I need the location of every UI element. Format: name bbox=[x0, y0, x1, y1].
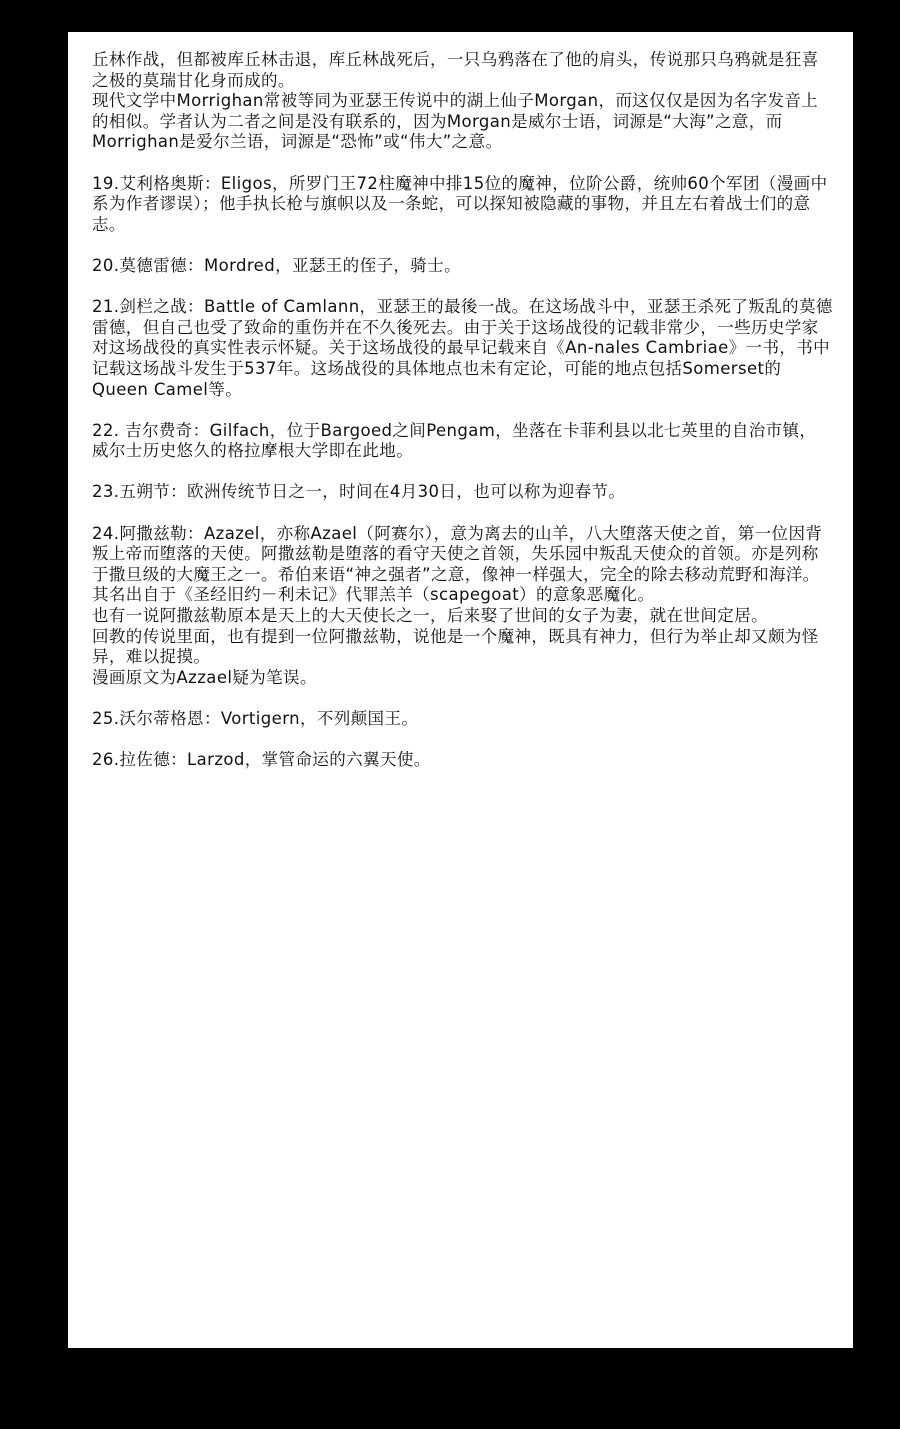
note-20-mordred: 20.莫德雷德：Mordred，亚瑟王的侄子，骑士。 bbox=[92, 255, 461, 275]
note-paragraph: 丘林作战，但都被库丘林击退，库丘林战死后，一只乌鸦落在了他的肩头，传说那只乌鸦就是狂喜之极的莫瑞甘化身而成的。 bbox=[92, 50, 819, 90]
note-22-gilfach: 22. 吉尔费奇：Gilfach，位于Bargoed之间Pengam，坐落在卡菲利县以北七英里的自治市镇，威尔士历史悠久的格拉摩根大学即在此地。 bbox=[92, 420, 817, 461]
note-24-azazel: 24.阿撒兹勒：Azazel，亦称Azael（阿赛尔），意为离去的山羊，八大堕落天使之首，第一位因背叛上帝而堕落的天使。阿撒兹勒是堕落的看守天使之首领，失乐园中叛乱天使众的首领。亦是列称于撒旦级的大魔王之一。希伯来语“神之强者”之意，像神一样强大，完全的除去移动荒野和海洋。其名出自于《圣经旧约－利未记》代罪羔羊（scapegoat）的意象恶魔化。 bbox=[92, 523, 823, 605]
note-paragraph: 也有一说阿撒兹勒原本是天上的大天使长之一，后来娶了世间的女子为妻，就在世间定居。 bbox=[92, 606, 768, 626]
note-25-vortigern: 25.沃尔蒂格恩：Vortigern，不列颠国王。 bbox=[92, 709, 419, 728]
note-paragraph: 现代文学中Morrighan常被等同为亚瑟王传说中的湖上仙子Morgan，而这仅仅是因为名字发音上的相似。学者认为二者之间是没有联系的，因为Morgan是威尔士语，词源是“大海”之意，而Morrighan是爱尔兰语，词源是“恐怖”或“伟大”之意。 bbox=[92, 91, 819, 152]
note-19-eligos: 19.艾利格奥斯：Eligos，所罗门王72柱魔神中排15位的魔神，位阶公爵，统帅60个军团（漫画中系为作者谬误）；他手执长枪与旗帜以及一条蛇，可以探知被隐藏的事物，并且左右着战士们的意志。 bbox=[92, 173, 828, 234]
note-26-larzod: 26.拉佐德：Larzod，掌管命运的六翼天使。 bbox=[92, 750, 431, 770]
note-23-may-day: 23.五朔节：欧洲传统节日之一，时间在4月30日，也可以称为迎春节。 bbox=[92, 482, 626, 502]
document-page bbox=[68, 32, 853, 1348]
note-21-camlann: 21.剑栏之战：Battle of Camlann，亚瑟王的最後一战。在这场战斗中，亚瑟王杀死了叛乱的莫德雷德，但自己也受了致命的重伤并在不久後死去。由于关于这场战役的记载非常少，一些历史学家对这场战役的真实性表示怀疑。关于这场战役的最早记载来自《An-nales Cambriae》一书，书中记载这场战斗发生于537年。这场战役的具体地点也未有定论，可能的地点包括Somerset的Queen Camel等。 bbox=[92, 297, 833, 399]
note-paragraph: 漫画原文为Azzael疑为笔误。 bbox=[92, 667, 317, 687]
note-paragraph: 回教的传说里面，也有提到一位阿撒兹勒，说他是一个魔神，既具有神力，但行为举止却又颇为怪异，难以捉摸。 bbox=[92, 626, 819, 667]
